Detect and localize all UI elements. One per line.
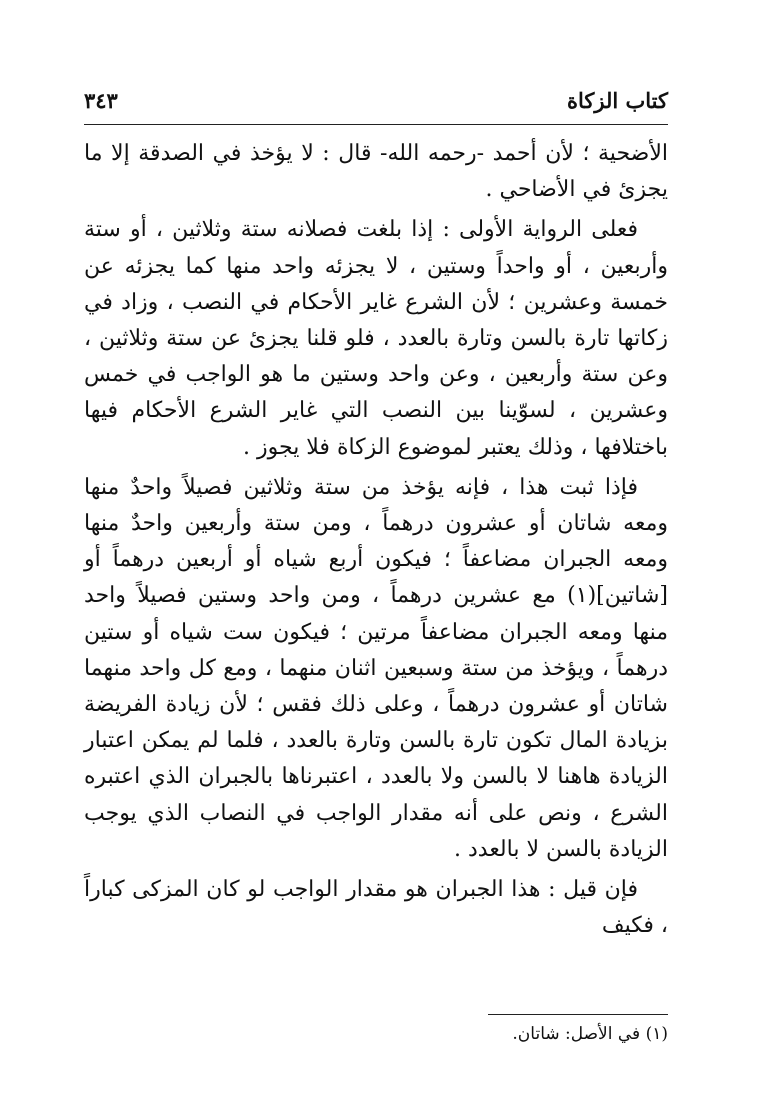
paragraph: الأضحية ؛ لأن أحمد -رحمه الله- قال : لا يؤخذ في الصدقة إلا ما يجزئ في الأضاحي . <box>84 141 668 203</box>
running-header <box>84 84 668 125</box>
footnote-separator <box>488 1014 668 1015</box>
main-text <box>84 136 668 948</box>
footnote: (١) في الأصل: شاتان. <box>512 1024 668 1044</box>
page-number: ٣٤٣ <box>84 88 118 113</box>
paragraph: فعلى الرواية الأولى : إذا بلغت فصلانه ستة وثلاثين ، أو ستة وأربعين ، أو واحداً وستين ، لا يجزئه واحد منها كما يجزئه عن خمسة وعشرين ؛ لأن الشرع غاير الأحكام في النصب ، وزاد في زكاتها تارة بالسن وتارة بالعدد ، فلو قلنا يجزئ عن ستة وثلاثين ، وعن ستة وأربعين ، وعن واحد وستين ما هو الواجب في خمس وعشرين ، لسوّينا بين النصب التي غاير الشرع الأحكام فيها باختلافها ، وذلك يعتبر لموضوع الزكاة فلا يجوز . <box>84 217 668 460</box>
paragraph: فإن قيل : هذا الجبران هو مقدار الواجب لو كان المزكى كباراً ، فكيف <box>84 877 668 939</box>
chapter-title: كتاب الزكاة <box>566 88 668 113</box>
paragraph: فإذا ثبت هذا ، فإنه يؤخذ من ستة وثلاثين فصيلاً واحدٌ منها ومعه شاتان أو عشرون درهماً ، ومن ستة وأربعين واحدٌ منها ومعه الجبران مضاعفاً ؛ فيكون أربع شياه أو أربعين درهماً أو [شاتين](١) مع عشرين درهماً ، ومن واحد وستين فصيلاً واحد منها ومعه الجبران مضاعفاً مرتين ؛ فيكون ست شياه أو ستين درهماً ، ويؤخذ من ستة وسبعين اثنان منهما ، ومع كل واحد منهما شاتان أو عشرون درهماً ، وعلى ذلك فقس ؛ لأن زيادة الفريضة بزيادة المال تكون تارة بالسن وتارة بالعدد ، فلما لم يمكن اعتبار الزيادة هاهنا لا بالسن ولا بالعدد ، اعتبرناها بالجبران الذي اعتبره الشرع ، ونص على أنه مقدار الواجب في النصاب الذي يوجب الزيادة بالسن لا بالعدد . <box>84 474 668 862</box>
